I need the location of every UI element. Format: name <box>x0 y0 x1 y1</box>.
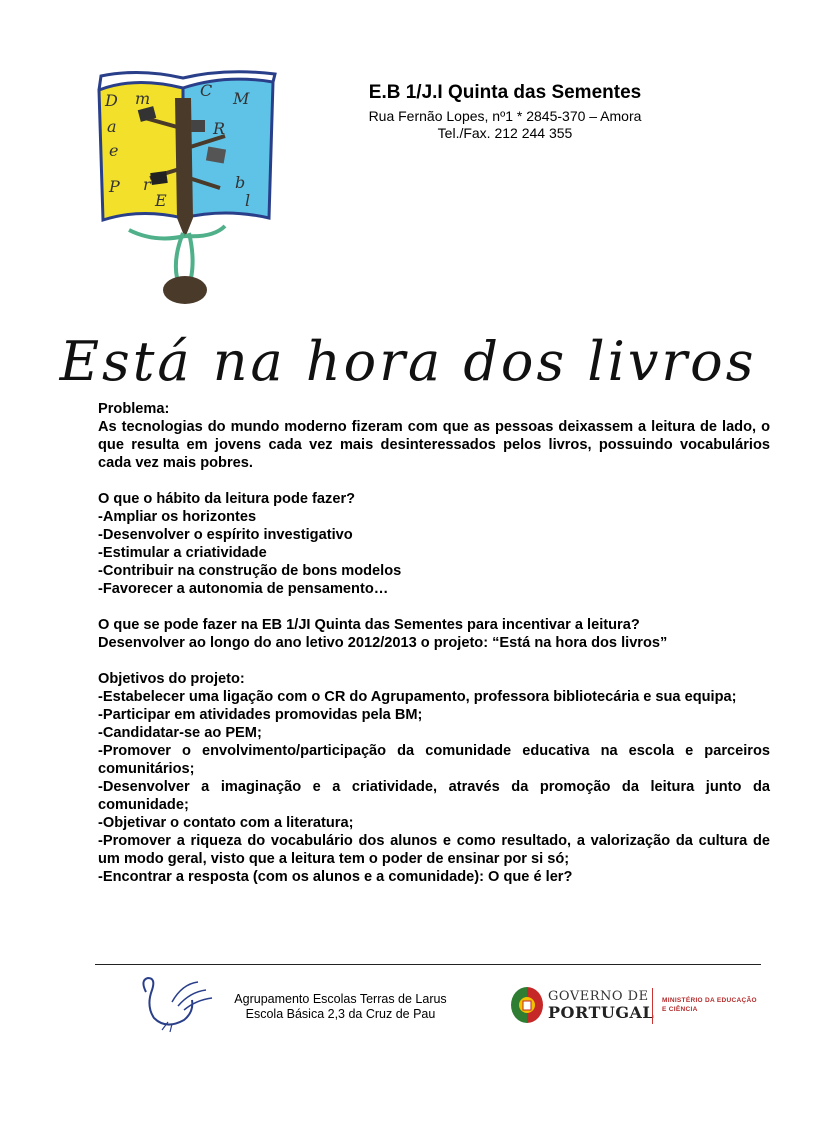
habit-item: -Ampliar os horizontes <box>98 509 257 525</box>
objectives-heading: Objetivos do projeto: <box>98 671 245 687</box>
logo-letter: a <box>107 117 117 136</box>
objective-item: -Participar em atividades promovidas pela BM; <box>98 707 423 723</box>
objective-item: -Promover o envolvimento/participação da comunidade educativa na escola e parceiros comunitários; <box>98 743 770 777</box>
gov-line1: GOVERNO DE <box>548 989 649 1004</box>
gov-separator <box>652 988 653 1024</box>
habit-item: -Estimular a criatividade <box>98 545 267 561</box>
ministry-line2: E CIÊNCIA <box>662 1006 698 1013</box>
problem-heading: Problema: <box>98 401 170 417</box>
objective-item: -Candidatar-se ao PEM; <box>98 725 262 741</box>
school-logo <box>95 68 280 318</box>
logo-letter: b <box>235 173 246 192</box>
swan-logo-icon <box>132 972 222 1034</box>
problem-text: As tecnologias do mundo moderno fizeram com que as pessoas deixassem a leitura de lado, o que resulta em jovens cada vez mais desinteressados pelos livros, possuindo vocabulários cada vez mais pobres. <box>98 419 770 471</box>
ministry-line1: MINISTÉRIO DA EDUCAÇÃO <box>662 997 757 1004</box>
objective-item: -Encontrar a resposta (com os alunos e a comunidade): O que é ler? <box>98 869 573 885</box>
logo-letter: D <box>105 91 118 110</box>
school-phone: Tel./Fax. 212 244 355 <box>437 125 573 141</box>
footer-divider <box>95 964 761 965</box>
logo-letter: e <box>109 141 119 160</box>
logo-letter: E <box>155 191 167 210</box>
logo-letter: C <box>200 81 213 100</box>
logo-letter: r <box>143 175 151 194</box>
objective-item: -Desenvolver a imaginação e a criatividade, através da promoção da leitura junto da comunidade; <box>98 779 770 813</box>
logo-letter: M <box>233 89 250 108</box>
school-header <box>300 82 710 142</box>
logo-letter: R <box>213 119 226 138</box>
incentive-question: O que se pode fazer na EB 1/JI Quinta das Sementes para incentivar a leitura? <box>98 617 640 633</box>
government-logo <box>548 990 654 1021</box>
objective-item: -Promover a riqueza do vocabulário dos alunos e como resultado, a valorização da cultura de um modo geral, visto que a leitura tem o poder de ensinar por si só; <box>98 833 770 867</box>
logo-letter: l <box>245 191 251 210</box>
habit-question: O que o hábito da leitura pode fazer? <box>98 491 356 507</box>
document-body <box>98 400 770 886</box>
habit-item: -Contribuir na construção de bons modelos <box>98 563 402 579</box>
school-name: E.B 1/J.I Quinta das Sementes <box>368 82 642 103</box>
group-name: Agrupamento Escolas Terras de Larus <box>234 992 447 1006</box>
ministry-label <box>662 996 772 1014</box>
logo-letter: m <box>135 89 151 108</box>
gov-line2: PORTUGAL <box>548 1003 655 1022</box>
school-group-info <box>228 992 453 1022</box>
objective-item: -Estabelecer uma ligação com o CR do Agrupamento, professora bibliotecária e sua equipa; <box>98 689 737 705</box>
objective-item: -Objetivar o contato com a literatura; <box>98 815 354 831</box>
portugal-emblem-icon <box>510 985 544 1025</box>
incentive-answer: Desenvolver ao longo do ano letivo 2012/2013 o projeto: “Está na hora dos livros” <box>98 635 668 651</box>
habit-item: -Favorecer a autonomia de pensamento… <box>98 581 389 597</box>
logo-letter: P <box>109 177 120 196</box>
school-address: Rua Fernão Lopes, nº1 * 2845-370 – Amora <box>368 108 642 124</box>
page-title: Está na hora dos livros <box>59 330 757 393</box>
group-school: Escola Básica 2,3 da Cruz de Pau <box>245 1007 436 1021</box>
habit-item: -Desenvolver o espírito investigativo <box>98 527 353 543</box>
